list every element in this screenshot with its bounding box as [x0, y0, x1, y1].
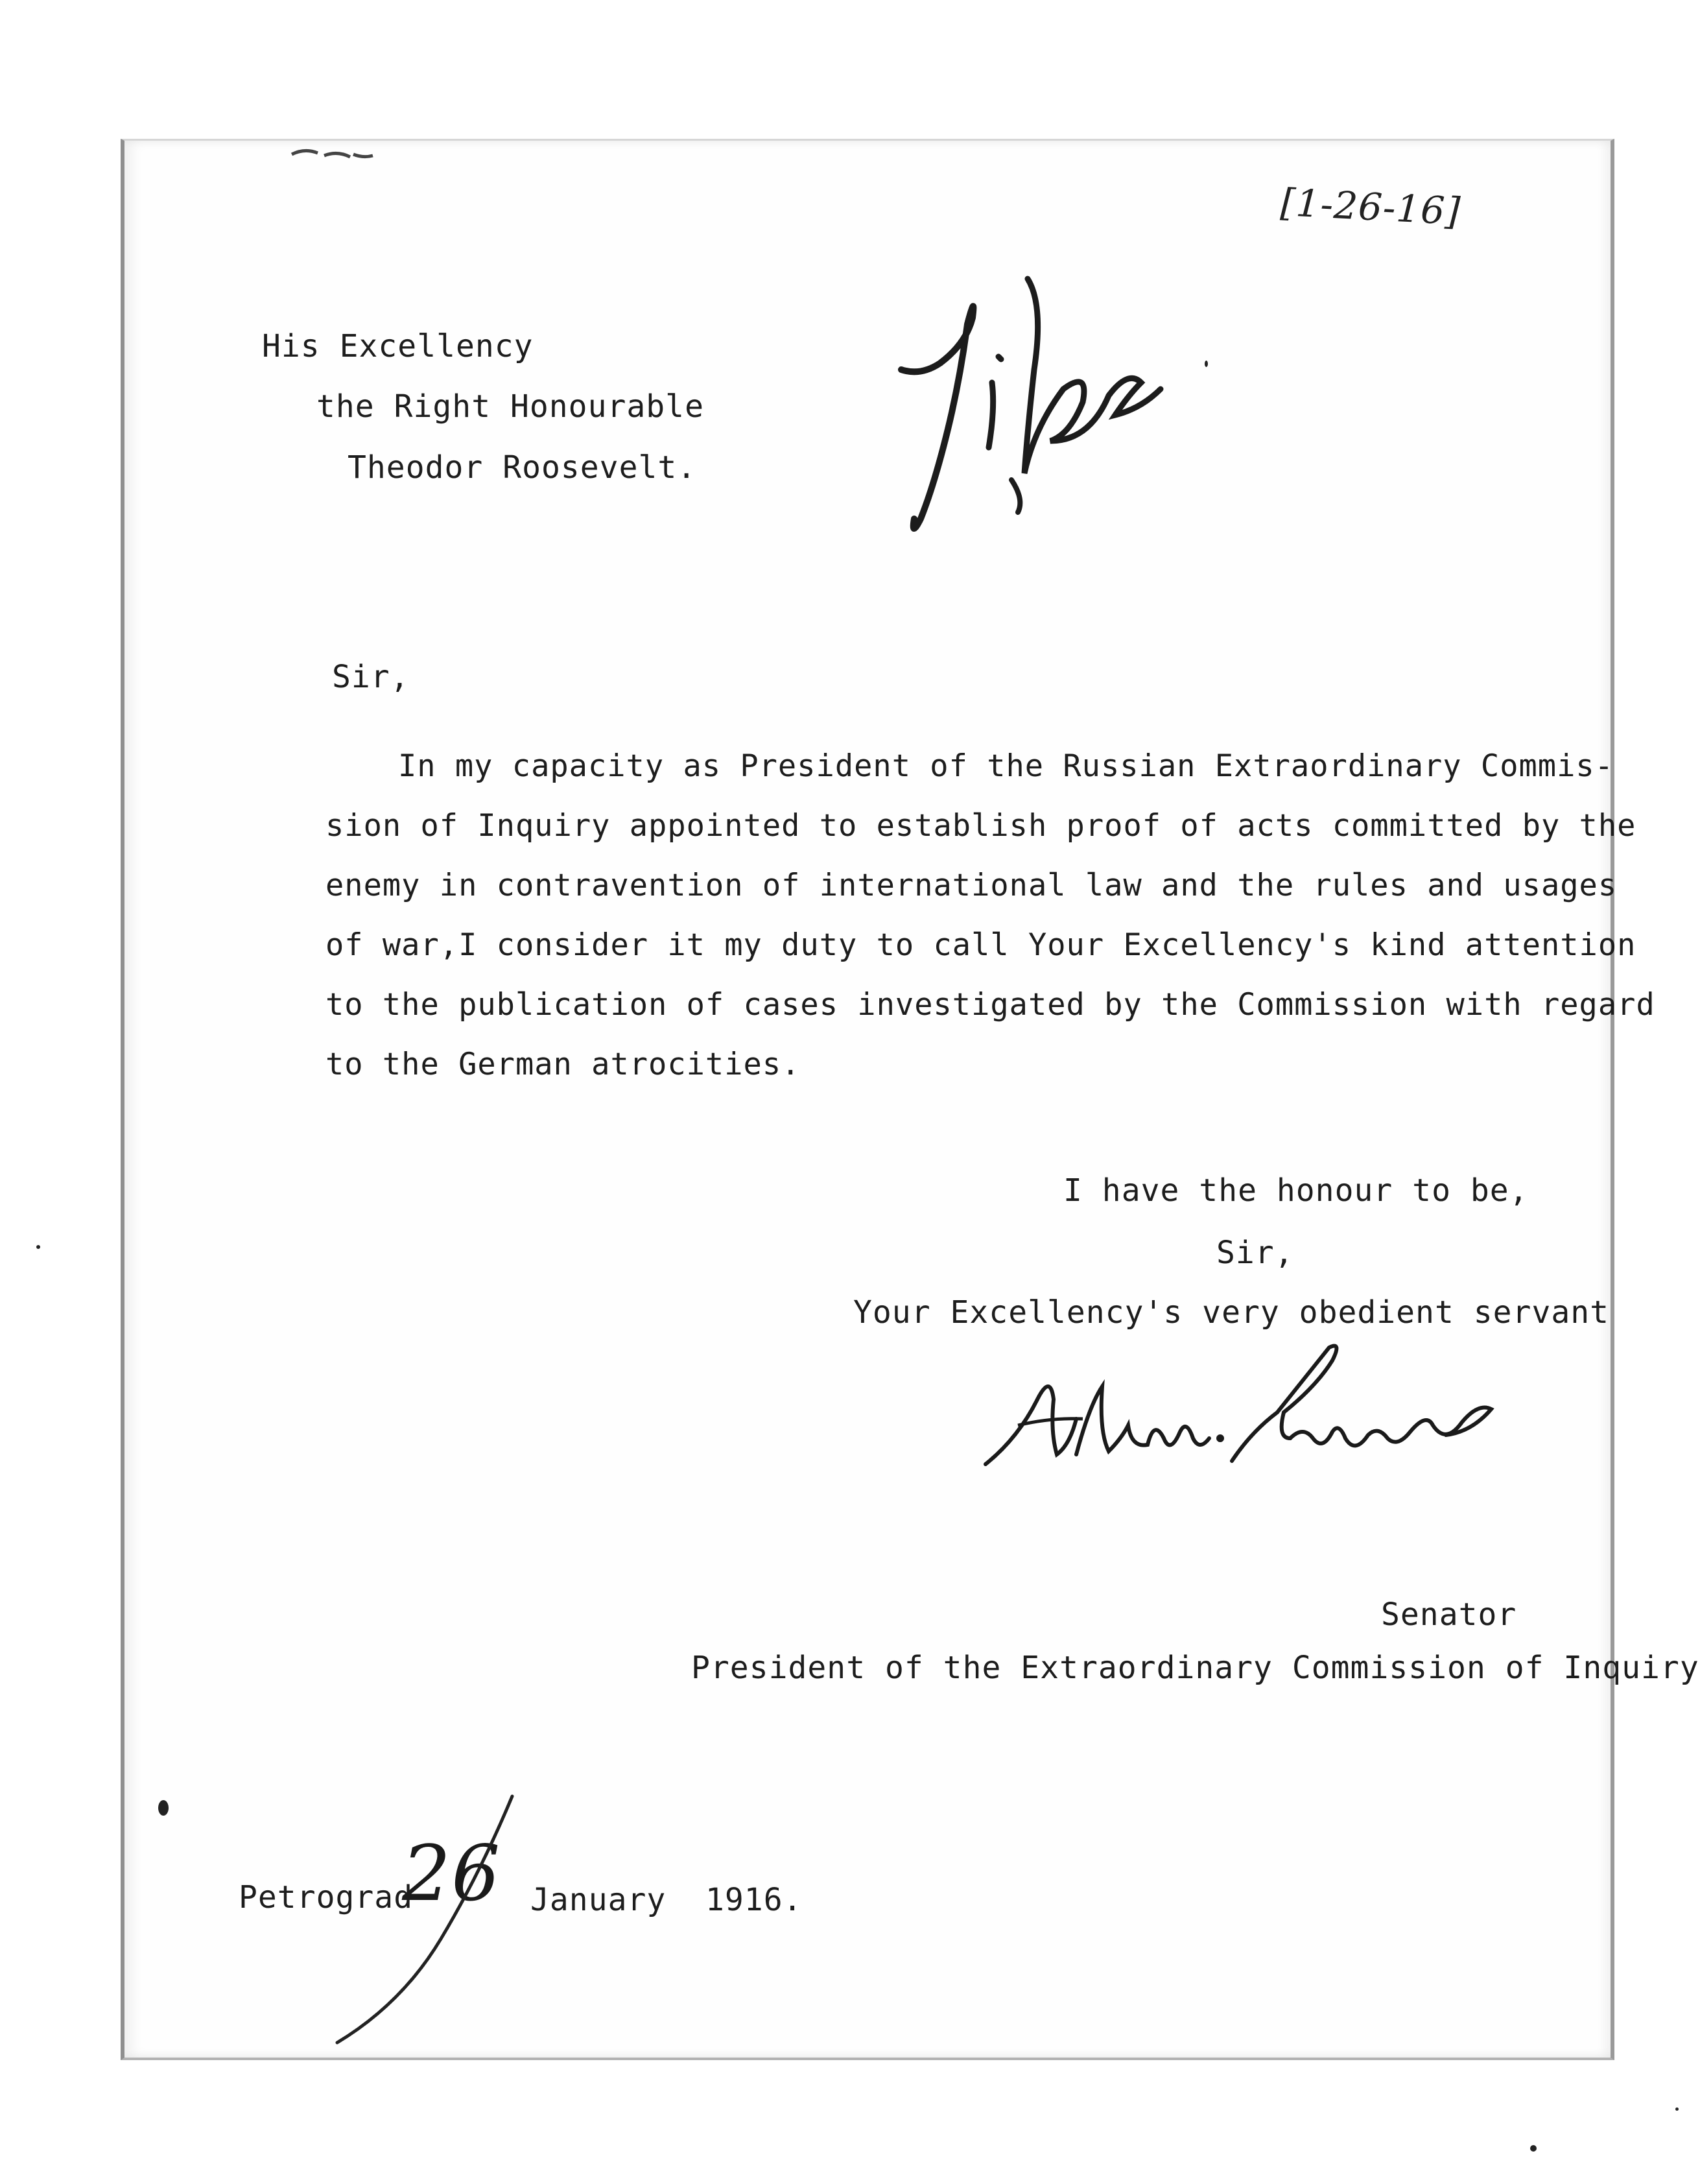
closing-line-2: Sir,: [1216, 1235, 1294, 1271]
speck: [36, 1245, 40, 1249]
signer-title: Senator: [1381, 1596, 1517, 1633]
dateline-day: 26: [402, 1829, 501, 1918]
body-line: enemy in contravention of international law and the rules and usages: [325, 868, 1618, 903]
file-date-annotation: [1-26-16]: [1279, 180, 1462, 234]
signature: [979, 1341, 1498, 1484]
body-line: of war,I consider it my duty to call Your Excellency's kind attention: [325, 927, 1636, 963]
dateline-month: January: [530, 1882, 667, 1918]
speck: [158, 1800, 169, 1816]
speck: [1530, 2145, 1537, 2152]
letter-sheet: [121, 139, 1614, 2060]
dateline-year: 1916.: [705, 1882, 803, 1918]
body-line: to the publication of cases investigated by the Commission with regard: [325, 987, 1655, 1023]
file-handwritten-mark: [895, 266, 1167, 551]
body-line: to the German atrocities.: [325, 1047, 801, 1082]
body-line: In my capacity as President of the Russian Extraordinary Commis-: [398, 748, 1614, 784]
dateline-place: Petrograd: [239, 1879, 414, 1916]
speck: [1205, 361, 1208, 367]
address-line-3: Theodor Roosevelt.: [348, 449, 697, 486]
body-line: sion of Inquiry appointed to establish proof of acts committed by the: [325, 808, 1636, 844]
closing-line-3: Your Excellency's very obedient servant: [853, 1294, 1610, 1331]
closing-line-1: I have the honour to be,: [1063, 1172, 1529, 1209]
address-line-1: His Excellency: [262, 328, 534, 364]
ink-smudge: [285, 141, 402, 167]
address-line-2: the Right Honourable: [316, 388, 704, 425]
handwritten-stroke: [324, 1790, 532, 2049]
speck: [1675, 2107, 1679, 2111]
salutation: Sir,: [332, 659, 410, 695]
signer-position: President of the Extraordinary Commission of Inquiry: [691, 1650, 1699, 1686]
